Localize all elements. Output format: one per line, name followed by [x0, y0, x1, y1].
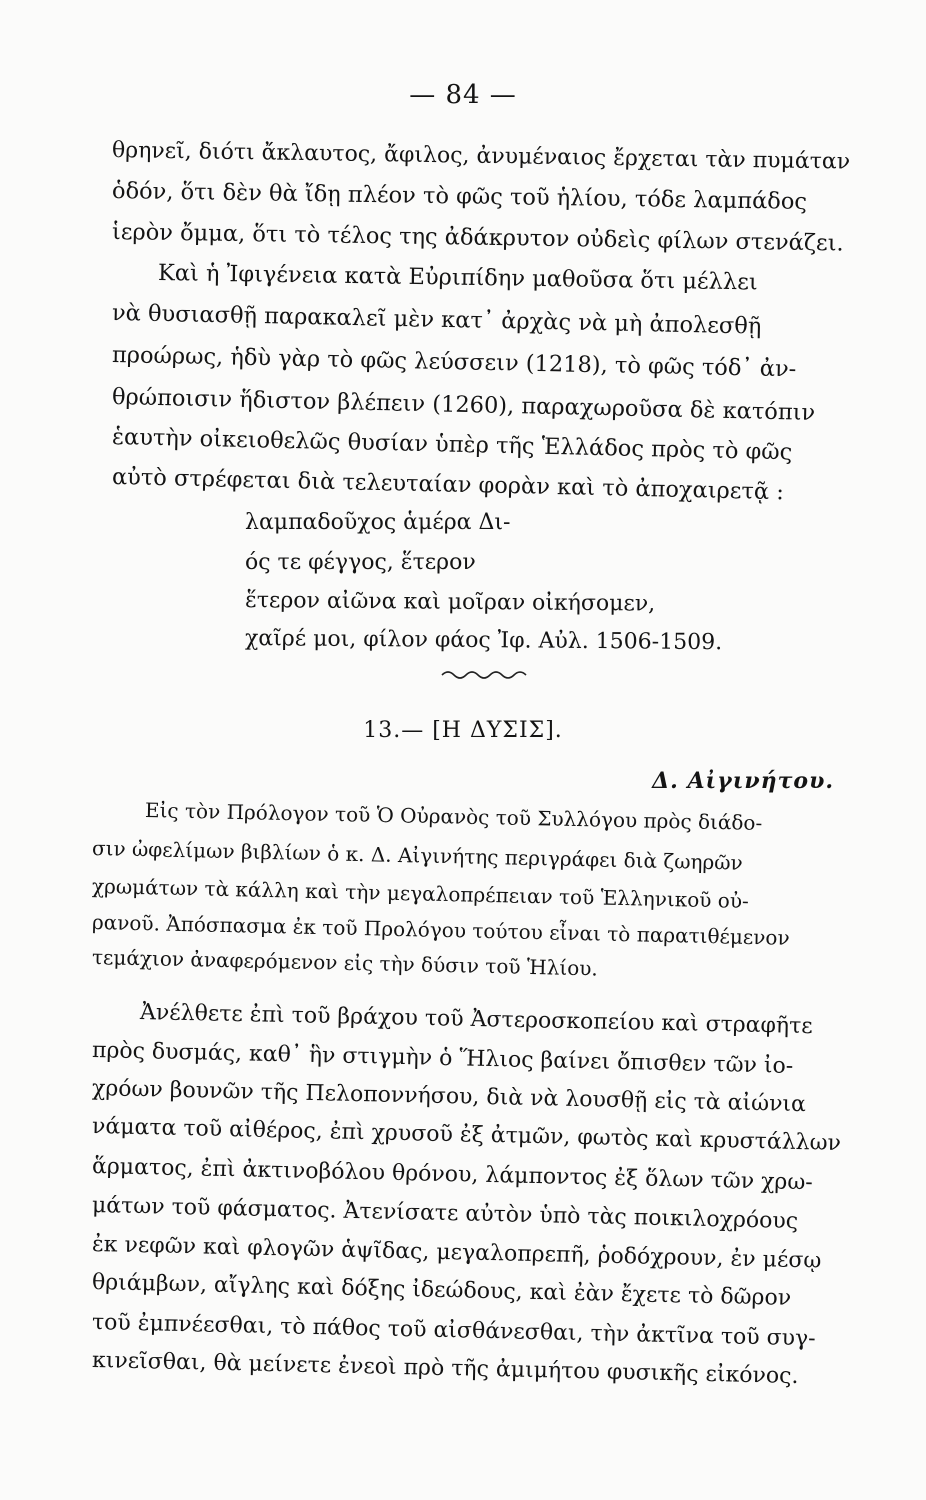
text-line: ἱερὸν ὄμμα, ὅτι τὸ τέλος της ἀδάκρυτον οὐδεὶς φίλων στενάζει.: [111, 219, 844, 257]
text-line: ἐκ νεφῶν καὶ φλογῶν ἁψῖδας, μεγαλοπρεπῆ, ῥοδόχρουν, ἐν μέσῳ: [91, 1232, 822, 1274]
author-attribution: Δ. Αἰγινήτου.: [652, 768, 834, 794]
verse-line: ός τε φέγγος, ἕτερον: [245, 550, 476, 575]
text-line: χρόων βουνῶν τῆς Πελοποννήσου, διὰ νὰ λουσθῇ εἰς τὰ αἰώνια: [91, 1076, 807, 1118]
verse-line: λαμπαδοῦχος ἁμέρα Δι-: [245, 510, 511, 535]
ornament-divider: [440, 667, 530, 681]
text-line: θριάμβων, αἴγλης καὶ δόξης ἰδεώδους, καὶ ἐὰν ἔχετε τὸ δῶρον: [91, 1270, 792, 1311]
intro-line: Εἰς τὸν Πρόλογον τοῦ Ὁ Οὐρανὸς τοῦ Συλλόγου πρὸς διάδο-: [144, 798, 763, 835]
text-line: ὁδόν, ὅτι δὲν θὰ ἴδῃ πλέον τὸ φῶς τοῦ ἡλίου, τόδε λαμπάδος: [111, 178, 808, 215]
text-line: νὰ θυσιασθῇ παρακαλεῖ μὲν κατ᾽ ἀρχὰς νὰ μὴ ἀπολεσθῇ: [111, 300, 762, 340]
text-line: ἑαυτὴν οἰκειοθελῶς θυσίαν ὑπὲρ τῆς Ἑλλάδος πρὸς τὸ φῶς: [111, 424, 793, 466]
text-line: αὐτὸ στρέφεται διὰ τελευταίαν φορὰν καὶ τὸ ἀποχαιρετᾷ :: [111, 464, 785, 506]
text-line: Ἀνέλθετε ἐπὶ τοῦ βράχου τοῦ Ἀστεροσκοπείου καὶ στραφῆτε: [139, 1000, 813, 1040]
text-line: Καὶ ἡ Ἰφιγένεια κατὰ Εὐριπίδην μαθοῦσα ὅτι μέλλει: [157, 260, 758, 296]
verse-line: χαῖρέ μοι, φίλον φάος Ἰφ. Αὐλ. 1506-1509.: [244, 626, 723, 656]
section-heading: 13.— [Η ΔΥΣΙΣ].: [363, 718, 563, 743]
text-line: τοῦ ἐμπνέεσθαι, τὸ πάθος τοῦ αἰσθάνεσθαι, τὴν ἀκτῖνα τοῦ συγ-: [91, 1310, 816, 1352]
verse-line: ἕτερον αἰῶνα καὶ μοῖραν οἰκήσομεν,: [244, 588, 656, 617]
text-line: προώρως, ἡδὺ γὰρ τὸ φῶς λεύσσειν (1218), τὸ φῶς τόδ᾽ ἀν-: [111, 342, 797, 383]
intro-line: σιν ὠφελίμων βιβλίων ὁ κ. Δ. Αἰγινήτης περιγράφει διὰ ζωηρῶν: [91, 836, 744, 875]
text-line: θρηνεῖ, διότι ἄκλαυτος, ἄφιλος, ἀνυμέναιος ἔρχεται τὰν πυμάταν: [111, 138, 851, 175]
intro-line: χρωμάτων τὰ κάλλη καὶ τὴν μεγαλοπρέπειαν τοῦ Ἑλληνικοῦ οὐ-: [91, 874, 750, 913]
text-line: ἅρματος, ἐπὶ ἀκτινοβόλου θρόνου, λάμποντος ἐξ ὅλων τῶν χρω-: [91, 1154, 814, 1196]
text-line: μάτων τοῦ φάσματος. Ἀτενίσατε αὐτὸν ὑπὸ τὰς ποικιλοχρόους: [91, 1193, 799, 1235]
intro-line: τεμάχιον ἀναφερόμενον εἰς τὴν δύσιν τοῦ Ἡλίου.: [91, 945, 599, 981]
page-number: — 84 —: [409, 80, 517, 110]
text-line: θρώποισιν ἥδιστον βλέπειν (1260), παραχωροῦσα δὲ κατόπιν: [111, 384, 816, 426]
text-line: πρὸς δυσμάς, καθ᾽ ἣν στιγμὴν ὁ Ἥλιος βαίνει ὄπισθεν τῶν ἰο-: [91, 1038, 794, 1079]
text-line: νάματα τοῦ αἰθέρος, ἐπὶ χρυσοῦ ἐξ ἀτμῶν, φωτὸς καὶ κρυστάλλων: [91, 1114, 842, 1156]
intro-line: ρανοῦ. Ἀπόσπασμα ἐκ τοῦ Προλόγου τούτου εἶναι τὸ παρατιθέμενον: [91, 910, 790, 950]
text-line: κινεῖσθαι, θὰ μείνετε ἐνεοὶ πρὸ τῆς ἀμιμήτου φυσικῆς εἰκόνος.: [91, 1348, 799, 1390]
